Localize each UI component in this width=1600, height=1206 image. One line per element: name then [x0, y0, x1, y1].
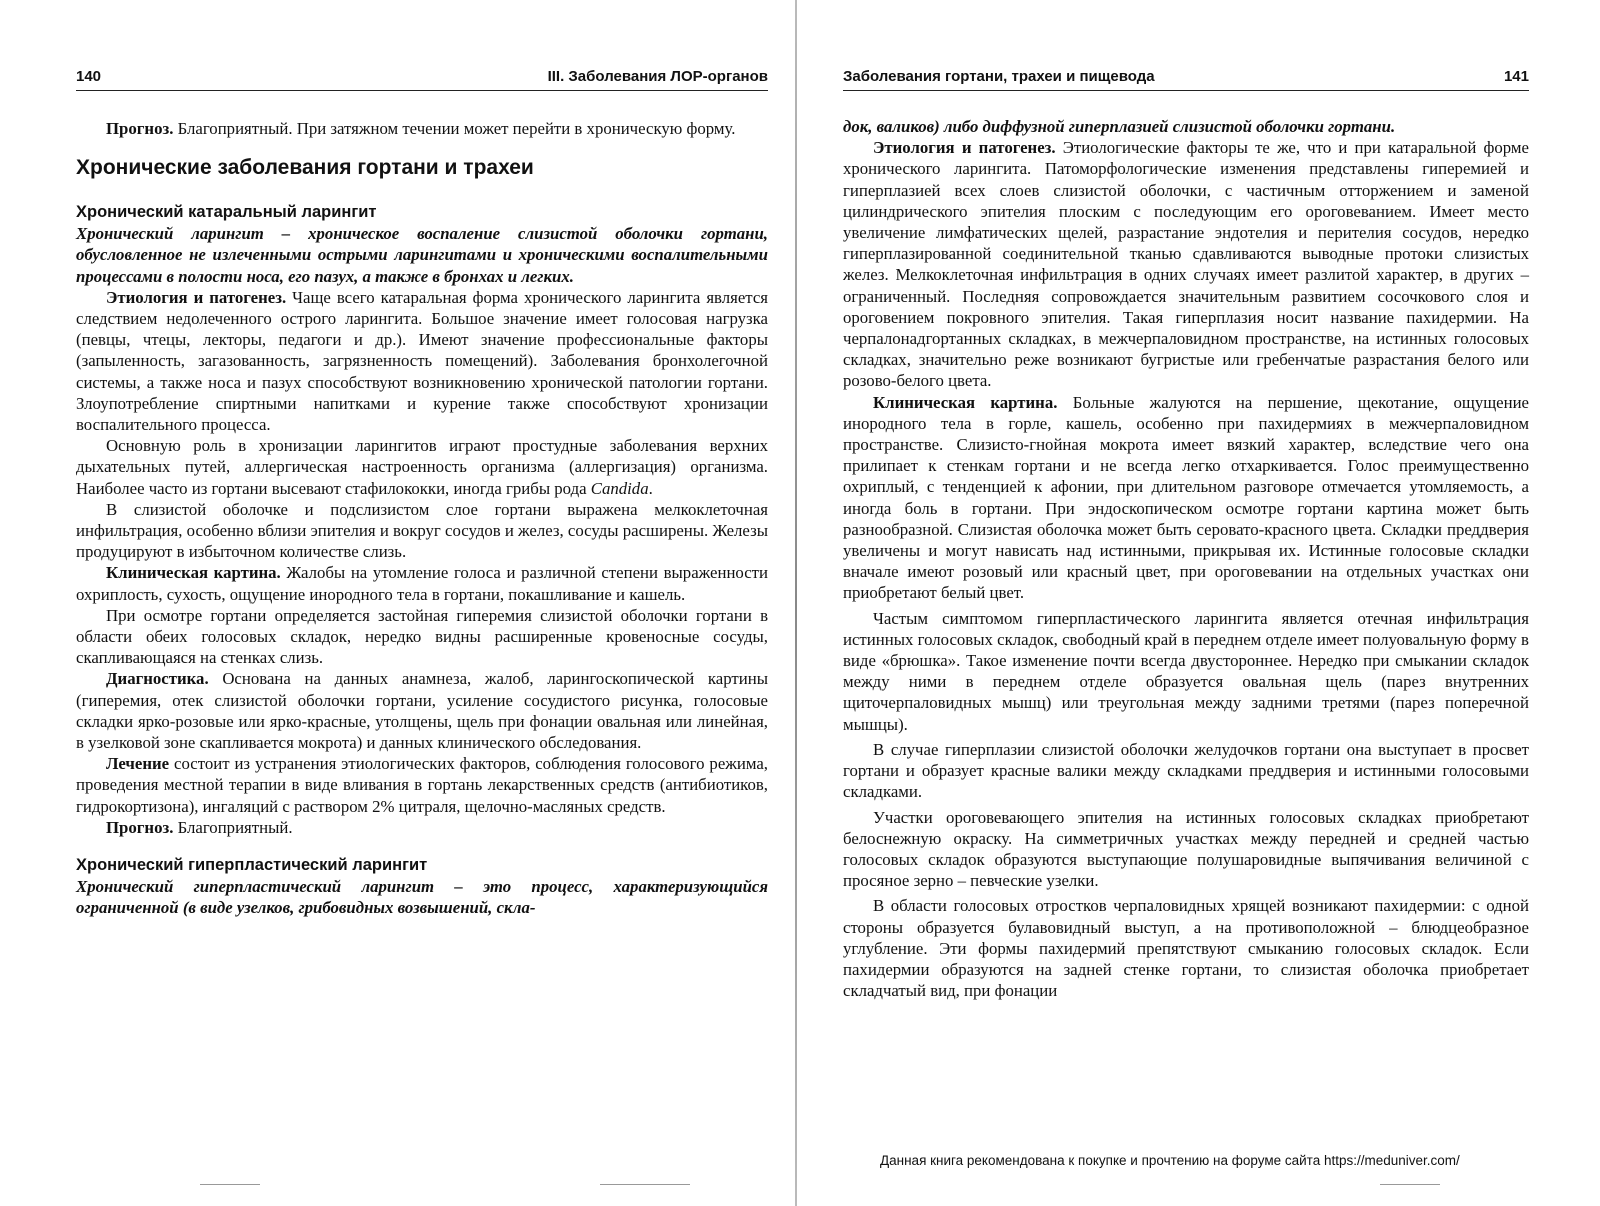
subsection-title-hyperplastic: Хронический гиперпластический ларингит [76, 856, 428, 875]
prognosis-catarrhal [76, 817, 768, 838]
subsection-title-catarrhal: Хронический катаральный ларингит [76, 203, 377, 222]
clinic-lead-right: Клиническая картина. [873, 392, 1058, 412]
footer-note: Данная книга рекомендована к покупке и прочтению на форуме сайта https://meduniver.com/ [880, 1153, 1460, 1168]
treat-lead: Лечение [106, 754, 170, 774]
paragraph-chronization [76, 435, 768, 499]
etiology-lead: Этиология и патогенез. [106, 287, 287, 307]
clinical-picture-catarrhal [76, 562, 768, 604]
running-head-left-title: III. Заболевания ЛОР-органов [547, 67, 768, 85]
candida-term: Candida [590, 478, 649, 498]
definition-hyperplastic-cont: док, валиков) либо диффузной гиперплазией слизистой оболочки гортани. [843, 117, 1396, 136]
definition-catarrhal: Хронический ларингит – хроническое воспаление слизистой оболочки гортани, обусловленное не излеченными острыми ларингитами и хроническими воспалительными процессами в полости носа, его пазух, а также в бронхах и легких. [76, 224, 768, 286]
treatment [76, 753, 768, 817]
diagnostics [76, 668, 768, 753]
etiology-text-right: Этиологические факторы те же, что и при катаральной форме хронического ларингита. Патоморфологические изменения представлены гиперемией и гиперплазией всех слоев слизистой оболочки, с частичным отторжением и заменой цилиндрического эпителия плоским с последующим его ороговеванием. Имеет место увеличение лимфатических щелей, разрастание эндотелия и перителия сосудов, нередко гиперплазированной соединительной тканью сдавливаются выводные протоки слизистых желез. Мелкоклеточная инфильтрация в одних случаях имеет разлитой характер, в других – ограниченный. Последняя сопровождается значительным развитием сосочкового слоя и ороговением покровного эпителия. Такая гиперплазия носит название пахидермии. На черпалонадгортанных складках, в межчерпаловидном пространстве, на истинных голосовых складках, значительно реже возникают бугристые или гребенчатые разрастания белого или розово-белого цвета. [843, 138, 1529, 391]
right-running-head [843, 62, 1529, 91]
chronization-text: Основную роль в хронизации ларингитов играют простудные заболевания верхних дыхательных путей, аллергическая настроенность организма (аллергизация) организма. Наиболее часто из гортани высевают стафилококки, иногда грибы рода [76, 436, 768, 498]
chronization-end: . [648, 478, 653, 498]
intro-prognosis [76, 118, 768, 139]
paragraph-mucosa: В слизистой оболочке и подслизистом слое гортани выражена мелкоклеточная инфильтрация, особенно вблизи эпителия и вокруг сосудов и желез, сосуды расширены. Железы продуцируют в избыточном количестве слизь. [76, 499, 768, 562]
right-page-content [843, 116, 1529, 1001]
prog-text: Благоприятный. [173, 817, 293, 837]
etiology-lead-right: Этиология и патогенез. [873, 138, 1056, 158]
running-head-right-title: Заболевания гортани, трахеи и пищевода [843, 67, 1155, 85]
bottom-edge-mark-left [200, 1184, 260, 1185]
clinic-lead: Клиническая картина. [106, 563, 281, 583]
etiology-text: Чаще всего катаральная форма хронического ларингита является следствием недолеченного острого ларингита. Большое значение имеет голосовая нагрузка (певцы, чтецы, лекторы, педагоги и др.). Имеют значение профессиональные факторы (запыленность, загазованность, загрязненность помещений). Заболевания бронхолегочной системы, а также носа и пазух способствуют возникновению хронической патологии гортани. Злоупотребление спиртными напитками и курение также способствуют хронизации воспалительного процесса. [76, 287, 768, 435]
clinical-picture-hyperplastic [843, 392, 1529, 604]
prognosis-text: Благоприятный. При затяжном течении может перейти в хроническую форму. [173, 119, 736, 138]
paragraph-exam: При осмотре гортани определяется застойная гиперемия слизистой оболочки гортани в области обеих голосовых складок, нередко видны расширенные кровеносные сосуды, скапливающаяся на стенках слизь. [76, 605, 768, 668]
etiology-hyperplastic [843, 137, 1529, 391]
etiology-catarrhal [76, 287, 768, 435]
paragraph-symptom: Частым симптомом гиперпластического ларингита является отечная инфильтрация истинных голосовых складок, свободный край в переднем отделе имеет полуовальную форму в виде «брюшка». Такое изменение почти всегда двустороннее. Нередко при смыкании складок между ними в переднем отделе образуется овальная щель (парез внутренних щиточерпаловидных мышц) или треугольная между задними третями (парез поперечной мышцы). [843, 608, 1529, 734]
book-spine [795, 0, 797, 1206]
left-page-content [76, 118, 768, 919]
clinic-text: Жалобы на утомление голоса и различной степени выраженности охриплость, сухость, ощущение инородного тела в гортани, покашливание и кашель. [76, 563, 768, 604]
paragraph-pachydermia: В области голосовых отростков черпаловидных хрящей возникают пахидермии: с одной стороны образуется булавовидный выступ, а на противоположной – блюдцеобразное углубление. Эти формы пахидермий препятствуют смыканию голосовых складок. Если пахидермии образуются на задней стенке гортани, то слизистая оболочка приобретает складчатый вид, при фонации [843, 896, 1529, 1001]
clinic-text-right: Больные жалуются на першение, щекотание, ощущение инородного тела в горле, кашель, особенно при пахидермиях в межчерпаловидном пространстве. Слизисто-гнойная мокрота имеет вязкий характер, вследствие чего она прилипает к стенкам гортани и не всегда легко отхаркивается. Голос преимущественно охриплый, с тенденцией к афонии, при длительном разговоре отмечается утомляемость, а иногда боль в гортани. При эндоскопическом осмотре гортани картина может быть разнообразной. Слизистая оболочка может быть серовато-красного цвета. Складки преддверия увеличены и могут нависать над истинными, прикрывая их. Истинные голосовые складки вначале имеют розовый или красный цвет, при ороговевании на отдельных участках они приобретают белый цвет. [843, 392, 1529, 603]
diag-lead: Диагностика. [106, 669, 209, 689]
diag-text: Основана на данных анамнеза, жалоб, ларингоскопической картины (гиперемия, отек слизистой оболочки гортани, усиление сосудистого рисунка, голосовые складки ярко-розовые или ярко-красные, утолщены, щель при фонации овальная или линейная, в узелковой зоне скапливается мокрота) и данных клинического обследования. [76, 669, 768, 753]
definition-hyperplastic-start: Хронический гиперпластический ларингит – это процесс, характеризующийся ограниченной (в виде узелков, грибовидных возвышений, скла- [76, 877, 768, 918]
treat-text: состоит из устранения этиологических факторов, соблюдения голосового режима, проведения местной терапии в виде вливания в гортань лекарственных средств (антибиотиков, гидрокортизона), ингаляций с раствором 2% цитраля, щелочно-масляных средств. [76, 754, 768, 816]
section-title: Хронические заболевания гортани и трахеи [76, 156, 534, 180]
prognosis-lead: Прогноз. [106, 119, 174, 138]
page-number-right: 141 [1503, 67, 1529, 85]
bottom-edge-mark-center [600, 1184, 690, 1185]
paragraph-nodules: Участки ороговевающего эпителия на истинных голосовых складках приобретают белоснежную окраску. На симметричных участках между передней и средней частью голосовых складок образуются выступающие полушаровидные выпячивания величиной с просяное зерно – певческие узелки. [843, 807, 1529, 891]
page-number-left: 140 [76, 67, 102, 85]
bottom-edge-mark-right [1380, 1184, 1440, 1185]
left-running-head [76, 62, 768, 91]
prog-lead: Прогноз. [106, 817, 174, 837]
paragraph-ventricle: В случае гиперплазии слизистой оболочки желудочков гортани она выступает в просвет гортани и образует красные валики между складками преддверия и истинными голосовыми складками. [843, 739, 1529, 802]
